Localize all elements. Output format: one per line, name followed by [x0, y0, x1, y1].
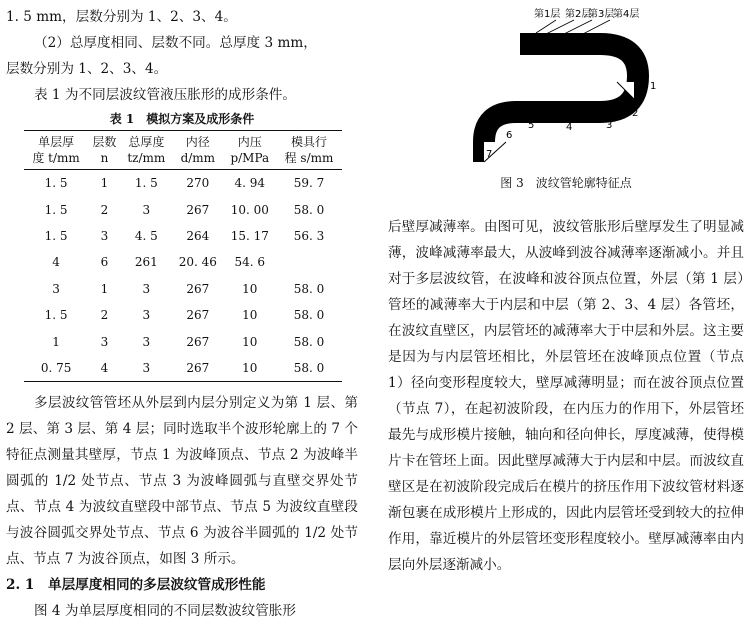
table-row — [24, 196, 342, 222]
table-cell: 1 — [100, 176, 109, 191]
table-cell: 58. 0 — [293, 334, 325, 349]
table-header-cell: 内压 p/MPa — [230, 135, 270, 165]
table-cell: 10 — [242, 281, 258, 296]
text-line: 层数分别为 1、2、3、4。 — [6, 61, 168, 77]
table-row — [24, 328, 342, 354]
table-cell: 3 — [142, 202, 151, 217]
layer-label: 第2层 — [565, 9, 592, 20]
text-line: 表 1 为不同层波纹管液压胀形的成形条件。 — [34, 87, 296, 103]
table-row — [24, 355, 342, 382]
table-row — [24, 249, 342, 275]
table-cell: 58. 0 — [293, 360, 325, 375]
table-cell: 4 — [100, 360, 109, 375]
table-cell: 3 — [142, 308, 151, 323]
node-label: 7 — [486, 149, 493, 160]
table-cell: 10 — [242, 360, 258, 375]
figure-3 — [388, 4, 744, 174]
table-cell: 3 — [142, 360, 151, 375]
table-cell: 1. 5 — [44, 176, 68, 191]
figure-caption: 图 3 波纹管轮廓特征点 — [500, 176, 632, 190]
table-cell: 267 — [186, 308, 210, 323]
table-header-cell: 内径 d/mm — [180, 135, 216, 165]
table-cell: 1. 5 — [44, 202, 68, 217]
text-line: （2）总厚度相同、层数不同。总厚度 3 mm， — [34, 35, 317, 51]
table-cell: 54. 6 — [234, 255, 266, 270]
text-line: 1. 5 mm，层数分别为 1、2、3、4。 — [6, 9, 237, 25]
table-cell: 10 — [242, 308, 258, 323]
table-cell: 1 — [100, 281, 109, 296]
table-cell: 1. 5 — [44, 308, 68, 323]
table-header-cell: 层数 n — [92, 135, 117, 165]
table-cell: 3 — [142, 281, 151, 296]
table-cell: 261 — [134, 255, 158, 270]
layer-label: 第4层 — [613, 9, 640, 20]
tube-wall — [484, 44, 638, 162]
node-label: 1 — [650, 81, 657, 92]
table-cell: 4. 94 — [234, 176, 266, 191]
table-title: 表 1 模拟方案及成形条件 — [109, 112, 255, 126]
table-cell: 4. 5 — [134, 228, 158, 243]
table-cell: 58. 0 — [293, 202, 325, 217]
table-cell: 4 — [52, 255, 60, 270]
table-cell: 58. 0 — [293, 308, 325, 323]
table-row — [24, 223, 342, 249]
table-cell: 6 — [100, 255, 109, 270]
corrugated-tube-profile — [388, 4, 744, 174]
body-paragraph: 多层波纹管管坯从外层到内层分别定义为第 1 层、第 2 层、第 3 层、第 4 层；同时选取半个波形轮廓上的 7 个特征点测量其壁厚，节点 1 为波峰顶点、节点 2 为波峰半圆弧的 1/2 处节点、节点 3 为波峰圆弧与直壁交界处节点、节点 4 为波纹直壁段中部节点、节点 5 为波纹直壁段与波谷圆弧交界处节点、节点 6 为波谷半圆弧的 1/2 处节点、节点 7 为波谷顶点，如图 3 所示。 — [6, 395, 358, 568]
node-label: 2 — [632, 108, 639, 119]
layer-label: 第3层 — [588, 9, 615, 20]
table-cell: 10 — [242, 334, 258, 349]
table-cell: 20. 46 — [178, 255, 217, 270]
body-paragraph: 后壁厚减薄率。由图可见，波纹管胀形后壁厚发生了明显减薄，波峰减薄率最大，从波峰到波谷减薄率逐渐减小。并且对于多层波纹管，在波峰和波谷顶点位置，外层（第 1 层）管坯的减薄率大于内层和中层（第 2、3、4 层）各管坯，在波纹直壁区，内层管坯的减薄率大于中层和外层。这主要是因为与内层管坯相比，外层管坯在波峰顶点位置（节点 1）径向变形程度较大，壁厚减薄明显；而在波谷顶点位置（节点 7），在起初波阶段，在内压力的作用下，外层管坯最先与成形模片接触，轴向和径向伸长，厚度减薄，使得模片卡在管坯上面。因此壁厚减薄大于内层和中层。而波纹直壁区是在初波阶段完成后在模片的挤压作用下波纹管材料逐渐包裹在成形模片上形成的，因此内层管坯受到较大的拉伸作用，靠近模片的外层管坯变形程度较小。壁厚减薄率由内层向外层逐渐减小。 — [388, 219, 744, 573]
layer-label: 第1层 — [534, 9, 561, 20]
table-row — [24, 302, 342, 328]
table-header-cell: 单层厚 度 t/mm — [32, 135, 80, 165]
table-cell: 1 — [52, 334, 60, 349]
table-cell: 2 — [100, 308, 109, 323]
table-cell: 270 — [186, 176, 210, 191]
table-cell: 15. 17 — [230, 228, 269, 243]
node-label: 5 — [528, 120, 535, 131]
table-cell: 264 — [186, 228, 210, 243]
table-cell: 3 — [100, 334, 109, 349]
table-cell: 1. 5 — [44, 228, 68, 243]
table-cell: 1. 5 — [134, 176, 158, 191]
table-cell: 267 — [186, 281, 210, 296]
table-cell: 58. 0 — [293, 281, 325, 296]
table-cell: 267 — [186, 202, 210, 217]
table-cell: 59. 7 — [293, 176, 325, 191]
table-cell: 3 — [100, 228, 109, 243]
table-cell: 267 — [186, 360, 210, 375]
table-cell: 56. 3 — [293, 228, 325, 243]
table-row — [24, 170, 342, 197]
table-cell: 3 — [52, 281, 60, 296]
table-header-cell: 总厚度 tz/mm — [127, 135, 166, 165]
node-label: 4 — [566, 122, 573, 133]
table-cell: 3 — [142, 334, 151, 349]
node-label: 6 — [506, 130, 513, 141]
section-heading: 2. 1 单层厚度相同的多层波纹管成形性能 — [6, 577, 266, 594]
text-line: 图 4 为单层厚度相同的不同层数波纹管胀形 — [34, 603, 296, 620]
table-cell — [276, 249, 342, 275]
table-cell: 267 — [186, 334, 210, 349]
conditions-table — [24, 130, 342, 382]
table-cell: 0. 75 — [40, 360, 72, 375]
table-header-row — [24, 131, 342, 170]
table-cell: 2 — [100, 202, 109, 217]
table-row — [24, 276, 342, 302]
right-column — [388, 4, 744, 578]
left-column — [6, 4, 358, 624]
layer-1-leader — [536, 20, 556, 33]
table-cell: 10. 00 — [230, 202, 269, 217]
node-label: 3 — [606, 120, 613, 131]
table-header-cell: 模具行 程 s/mm — [284, 135, 334, 165]
